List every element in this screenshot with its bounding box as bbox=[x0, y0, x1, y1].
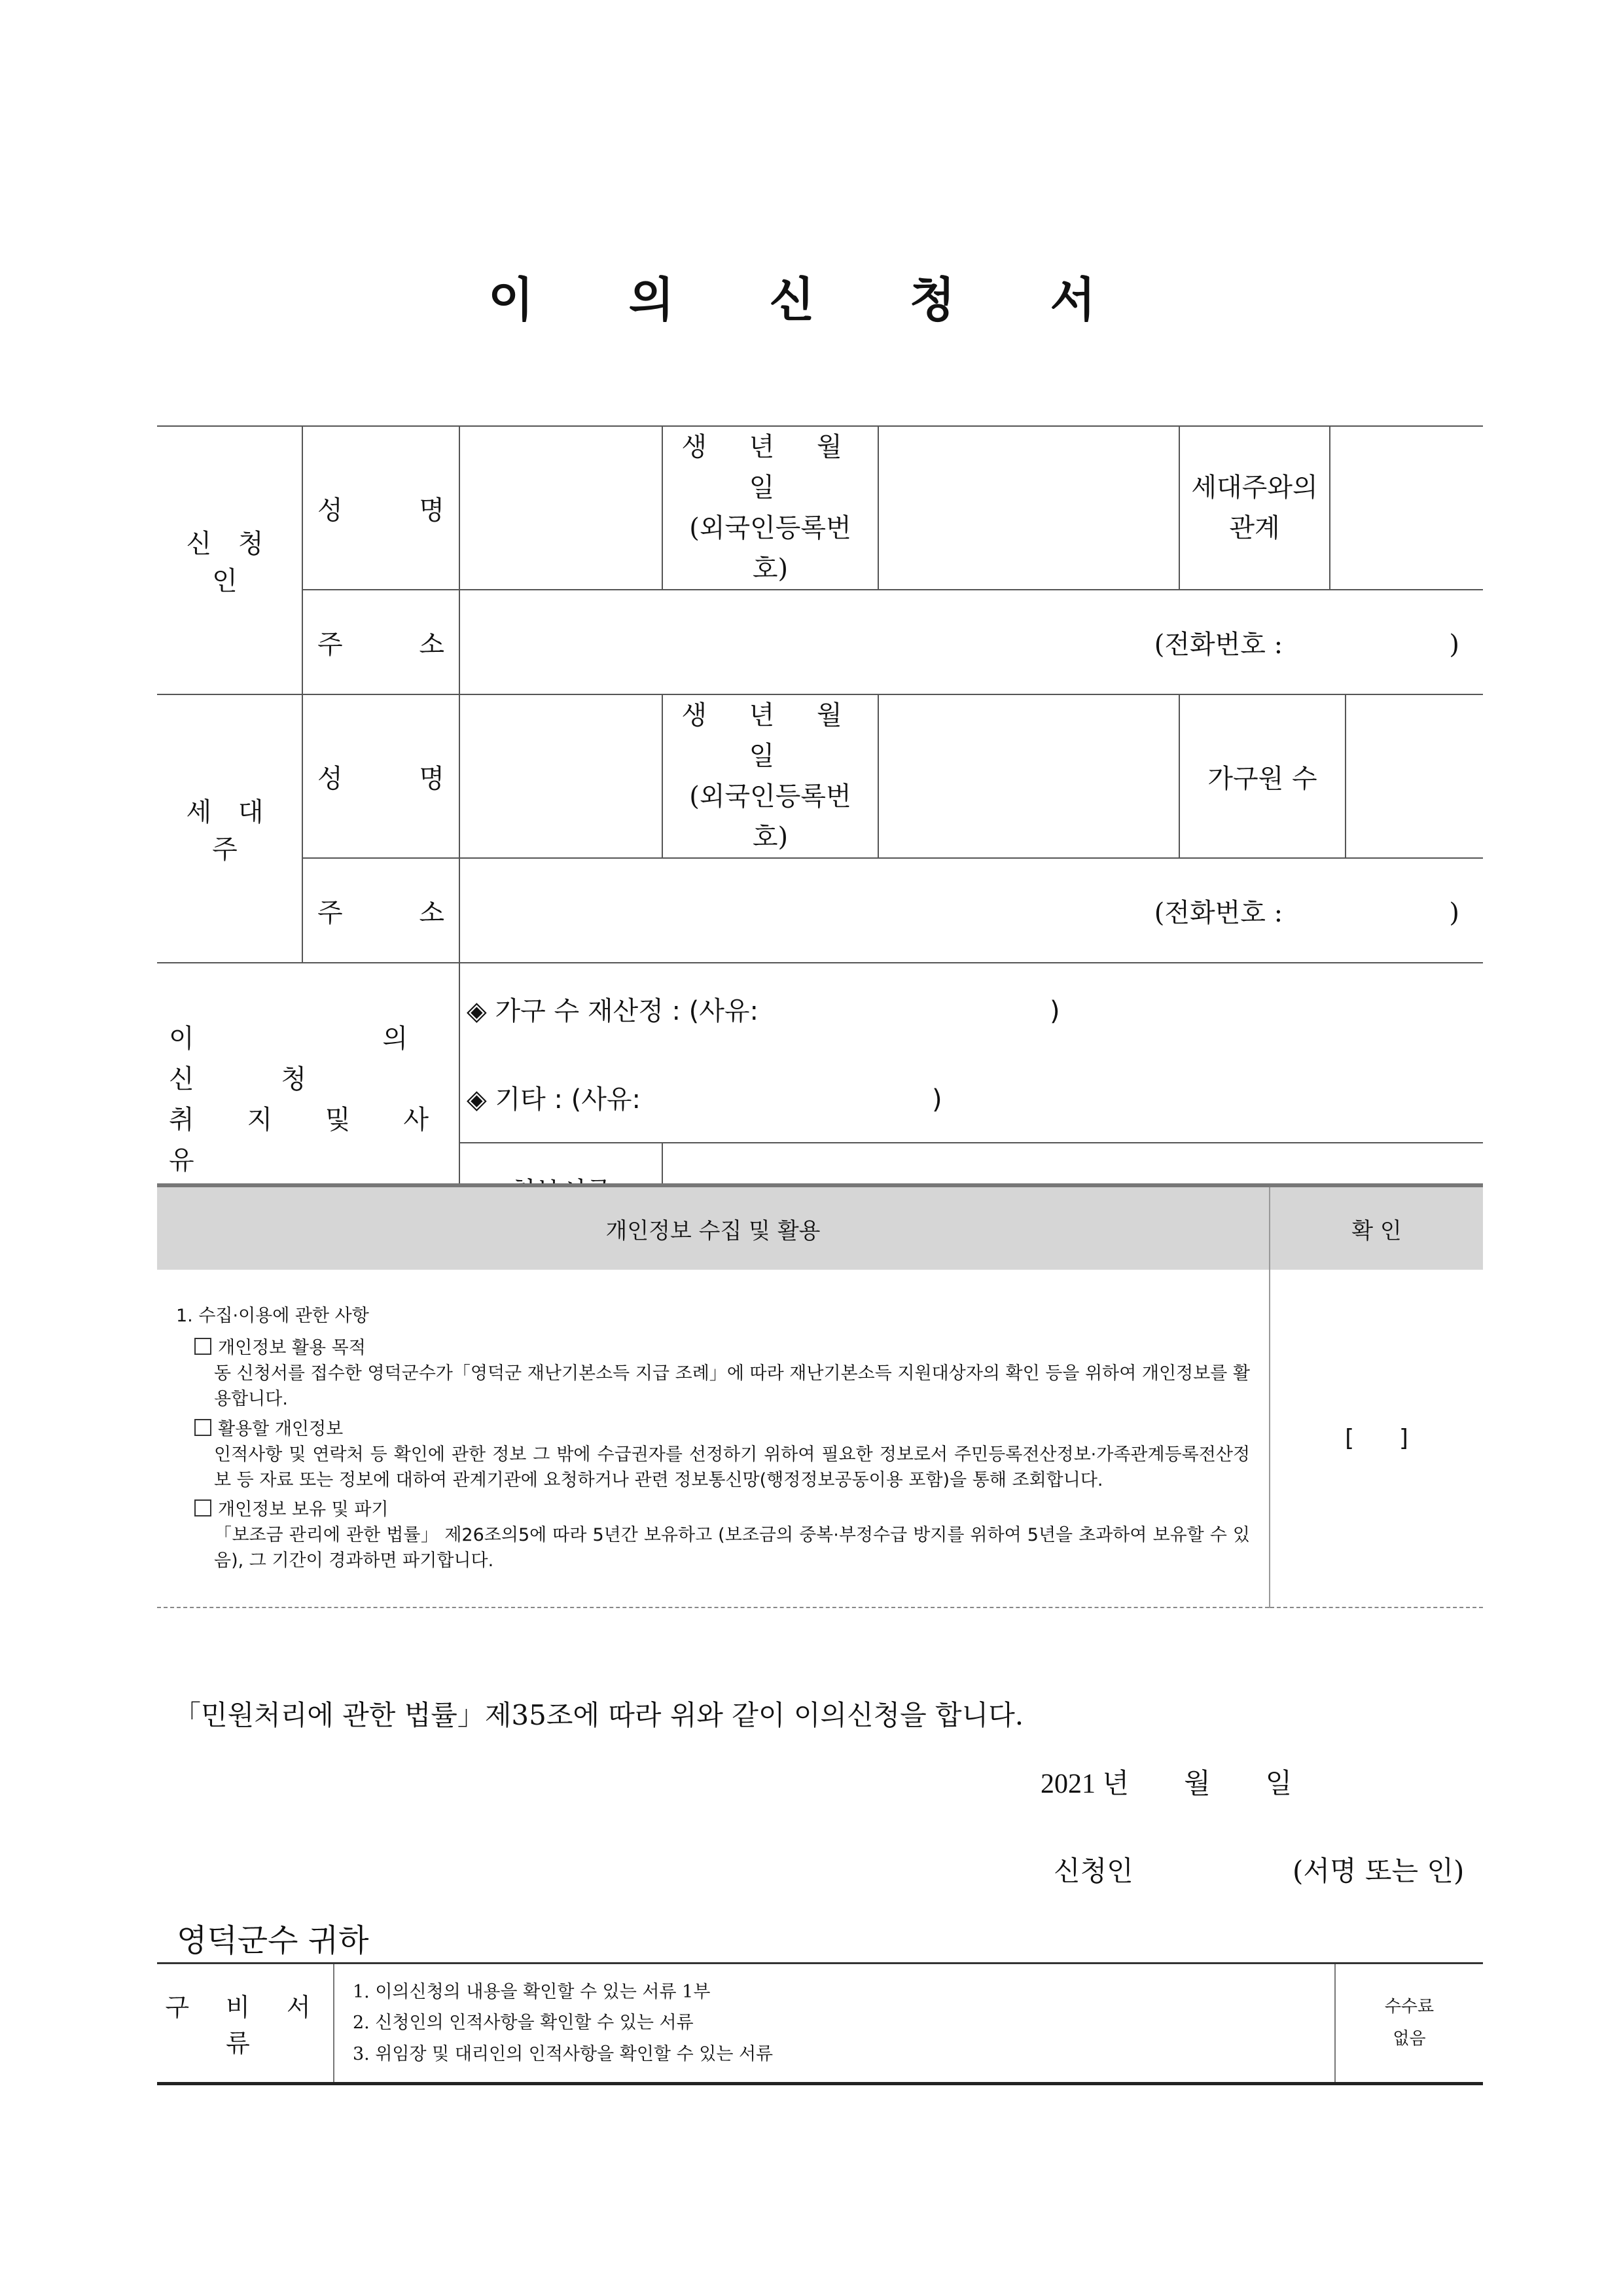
applicant-phone-label: (전화번호 : ) bbox=[1154, 629, 1460, 660]
document-item: 2. 신청인의 인적사항을 확인할 수 있는 서류 bbox=[353, 2013, 694, 2034]
applicant-address-label: 주 소 bbox=[302, 590, 459, 694]
retention-text: 「보조금 관리에 관한 법률」 제26조의5에 따라 5년간 보유하고 (보조금의 중복·부정수급 방지를 위하여 5년을 초과하여 보유할 수 있음), 그 기간이 경과하면 파기합니다. bbox=[214, 1525, 1250, 1571]
purpose-text: 동 신청서를 접수한 영덕군수가「영덕군 재난기본소득 지급 조례」에 따라 재난기본소득 지원대상자의 확인 등을 위하여 개인정보를 활용합니다. bbox=[214, 1363, 1250, 1410]
checkbox-icon bbox=[194, 1499, 211, 1516]
purpose-title: 개인정보 활용 목적 bbox=[218, 1338, 366, 1359]
applicant-birth-label: 생 년 월 일 (외국인등록번호) bbox=[662, 426, 878, 590]
applicant-relation-field[interactable] bbox=[1330, 426, 1483, 590]
required-documents-table bbox=[157, 1962, 1483, 2085]
householder-name-label: 성 명 bbox=[302, 694, 459, 858]
reason-other[interactable]: ◈ 기타 : (사유: ) bbox=[467, 1084, 942, 1115]
householder-birth-label: 생 년 월 일 (외국인등록번호) bbox=[662, 694, 878, 858]
application-table bbox=[157, 425, 1483, 1236]
householder-section-label: 세 대 주 bbox=[157, 694, 302, 963]
householder-birth-field[interactable] bbox=[878, 694, 1179, 858]
confirm-header: 확 인 bbox=[1270, 1185, 1483, 1270]
document-item: 1. 이의신청의 내용을 확인할 수 있는 서류 1부 bbox=[353, 1982, 711, 2003]
privacy-consent-table bbox=[157, 1183, 1483, 1608]
page-title: 이 의 신 청 서 bbox=[488, 272, 1135, 327]
document-item: 3. 위임장 및 대리인의 인적사항을 확인할 수 있는 서류 bbox=[353, 2043, 774, 2064]
documents-label: 구 비 서 류 bbox=[165, 1993, 325, 2058]
applicant-address-field[interactable] bbox=[459, 590, 1483, 694]
householder-phone-label: (전화번호 : ) bbox=[1154, 897, 1460, 928]
documents-list bbox=[334, 1964, 1335, 2084]
applicant-name-label: 성 명 bbox=[302, 426, 459, 590]
householder-address-field[interactable] bbox=[459, 858, 1483, 963]
objection-reasons bbox=[459, 963, 1483, 1143]
signature-label: 신청인 bbox=[1054, 1855, 1133, 1887]
fee-cell: 수수료 없음 bbox=[1335, 1964, 1483, 2084]
applicant-section-label: 신 청 인 bbox=[157, 426, 302, 694]
reason-recount-household[interactable]: ◈ 가구 수 재산정 : (사유: ) bbox=[467, 996, 1060, 1026]
householder-name-field[interactable] bbox=[459, 694, 662, 858]
confirm-checkbox[interactable]: [ ] bbox=[1270, 1270, 1483, 1607]
householder-address-label: 주 소 bbox=[302, 858, 459, 963]
applicant-relation-label: 세대주와의 관계 bbox=[1179, 426, 1330, 590]
signature-note[interactable]: (서명 또는 인) bbox=[1293, 1855, 1465, 1887]
addressee: 영덕군수 귀하 bbox=[177, 1922, 369, 1959]
retention-title: 개인정보 보유 및 파기 bbox=[218, 1499, 389, 1520]
checkbox-icon bbox=[194, 1419, 211, 1436]
collection-heading: 1. 수집·이용에 관한 사항 bbox=[176, 1306, 369, 1326]
applicant-name-field[interactable] bbox=[459, 426, 662, 590]
checkbox-icon bbox=[194, 1338, 211, 1355]
householder-members-field[interactable] bbox=[1346, 694, 1483, 858]
law-statement: 「민원처리에 관한 법률」제35조에 따라 위와 같이 이의신청을 합니다. bbox=[173, 1699, 1024, 1731]
privacy-content bbox=[158, 1270, 1268, 1606]
privacy-header: 개인정보 수집 및 활용 bbox=[157, 1185, 1270, 1270]
objection-section-label: 이 의 신 청 취 지 및 사 유 bbox=[157, 963, 459, 1236]
info-title: 활용할 개인정보 bbox=[218, 1418, 344, 1439]
applicant-birth-field[interactable] bbox=[878, 426, 1179, 590]
householder-members-label: 가구원 수 bbox=[1179, 694, 1346, 858]
date-line[interactable]: 2021 년 월 일 bbox=[1041, 1769, 1293, 1799]
info-text: 인적사항 및 연락처 등 확인에 관한 정보 그 밖에 수급권자를 선정하기 위하여 필요한 정보로서 주민등록전산정보·가족관계등록전산정보 등 자료 또는 정보에 대하여 관계기관에 요청하거나 관련 정보통신망(행정정보공동이용 포함)을 통해 조회합니다. bbox=[214, 1444, 1250, 1490]
